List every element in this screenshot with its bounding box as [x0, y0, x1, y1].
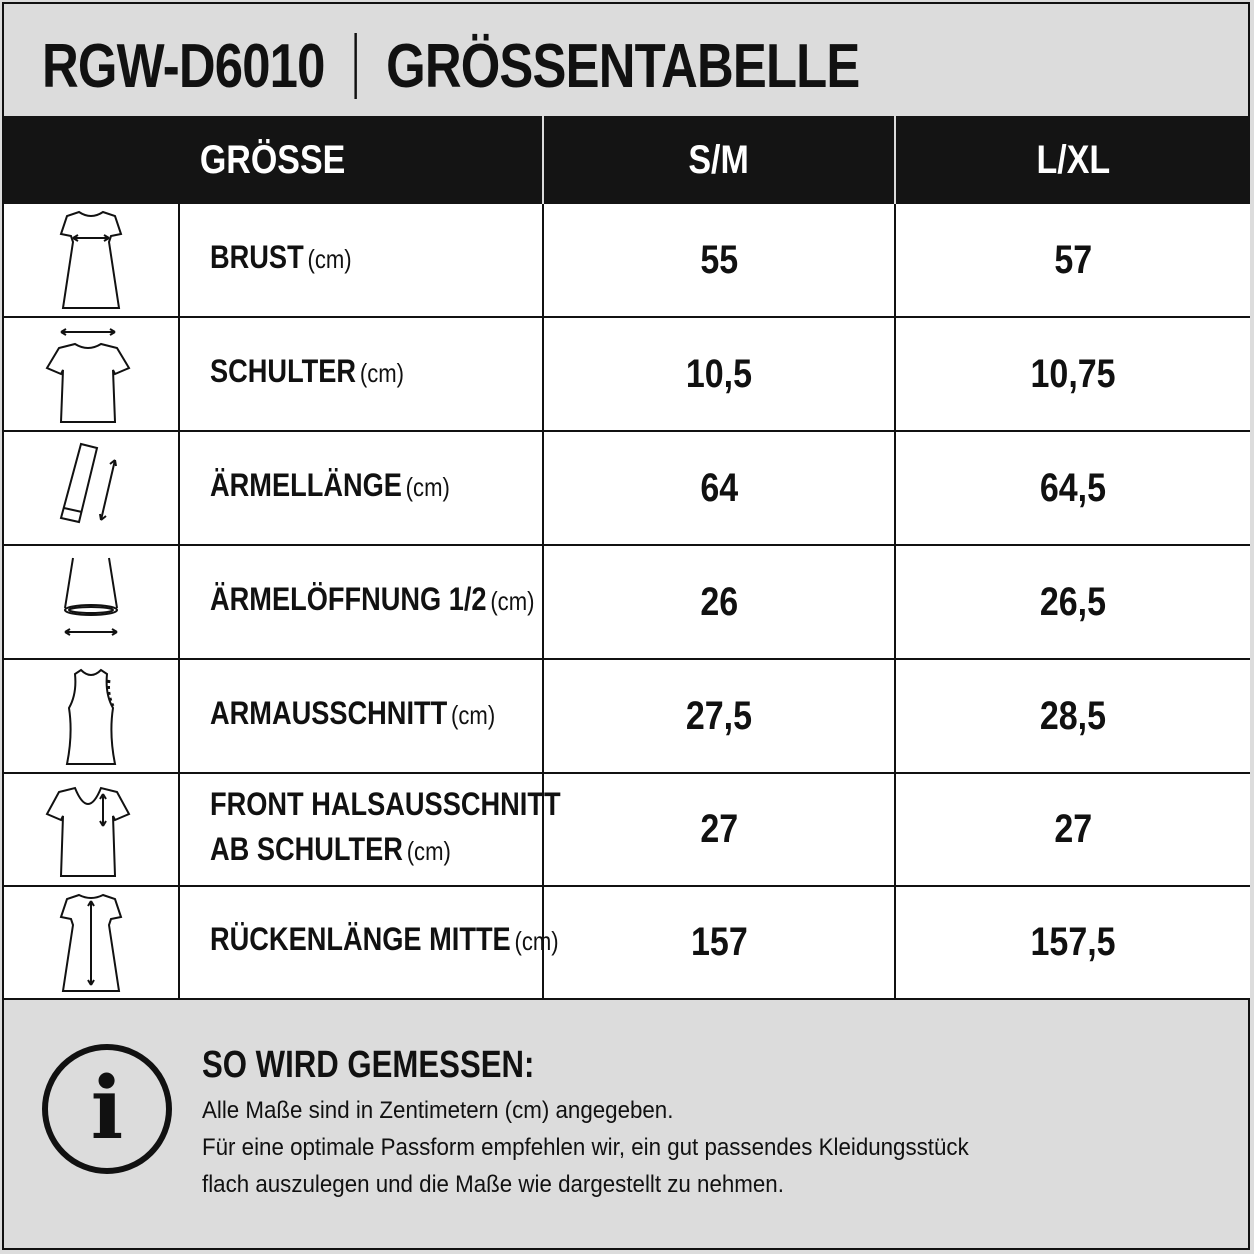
- value-lxl: 26,5: [895, 545, 1250, 659]
- row-unit: (cm): [307, 243, 352, 274]
- page-title: [42, 26, 860, 106]
- row-label: RÜCKENLÄNGE MITTE: [210, 921, 511, 957]
- back-length-icon: [4, 886, 179, 999]
- sleeve-opening-icon: [4, 545, 179, 659]
- measuring-info: [4, 1000, 1244, 1246]
- value-sm: 157: [543, 886, 895, 999]
- size-table: [4, 116, 1250, 1000]
- row-label: SCHULTER: [210, 352, 357, 389]
- row-unit: (cm): [405, 471, 450, 502]
- value-lxl: 27: [895, 773, 1250, 886]
- value-lxl: 10,75: [895, 317, 1250, 431]
- row-label: FRONT HALSAUSSCHNITT: [210, 785, 561, 822]
- column-header-lxl: L/XL: [895, 116, 1250, 204]
- value-lxl: 64,5: [895, 431, 1250, 545]
- info-line: Für eine optimale Passform empfehlen wir, ein gut passendes Kleidungsstück: [202, 1134, 969, 1161]
- armhole-icon: [4, 659, 179, 773]
- value-lxl: 57: [895, 204, 1250, 317]
- row-label-second-line: AB SCHULTER: [210, 830, 403, 867]
- row-label: ARMAUSSCHNITT: [210, 694, 448, 731]
- front-neckline-icon: [4, 773, 179, 886]
- value-sm: 27,5: [543, 659, 895, 773]
- product-code: RGW-D6010: [42, 31, 325, 101]
- table-row: [4, 545, 1250, 659]
- sleeve-length-icon: [4, 431, 179, 545]
- table-row: [4, 886, 1250, 999]
- row-unit: (cm): [359, 357, 405, 388]
- row-unit: (cm): [514, 926, 559, 956]
- value-sm: 55: [543, 204, 895, 317]
- row-label: ÄRMELLÄNGE: [210, 466, 402, 503]
- column-header-size: GRÖSSE: [4, 116, 543, 204]
- value-sm: 10,5: [543, 317, 895, 431]
- row-label: ÄRMELÖFFNUNG 1/2: [210, 580, 487, 617]
- value-lxl: 157,5: [895, 886, 1250, 999]
- value-sm: 27: [543, 773, 895, 886]
- row-unit: (cm): [406, 835, 451, 866]
- info-text: [202, 1092, 1026, 1203]
- value-sm: 26: [543, 545, 895, 659]
- title-separator: [354, 33, 356, 99]
- column-header-sm: S/M: [543, 116, 895, 204]
- row-unit: (cm): [451, 699, 496, 730]
- info-heading: SO WIRD GEMESSEN:: [202, 1044, 535, 1086]
- info-line: Alle Maße sind in Zentimetern (cm) angegeben.: [202, 1097, 674, 1124]
- info-line: flach auszulegen und die Maße wie dargestellt zu nehmen.: [202, 1171, 784, 1198]
- chart-title: GRÖSSENTABELLE: [386, 31, 860, 101]
- row-label: BRUST: [210, 238, 304, 275]
- value-lxl: 28,5: [895, 659, 1250, 773]
- value-sm: 64: [543, 431, 895, 545]
- table-row: [4, 317, 1250, 431]
- table-row: [4, 773, 1250, 886]
- table-row: [4, 659, 1250, 773]
- info-icon: i: [42, 1044, 172, 1174]
- table-row: [4, 204, 1250, 317]
- table-header-row: [4, 116, 1250, 204]
- row-unit: (cm): [490, 585, 535, 616]
- top-shoulder-icon: [4, 317, 179, 431]
- table-row: [4, 431, 1250, 545]
- dress-chest-icon: [4, 204, 179, 317]
